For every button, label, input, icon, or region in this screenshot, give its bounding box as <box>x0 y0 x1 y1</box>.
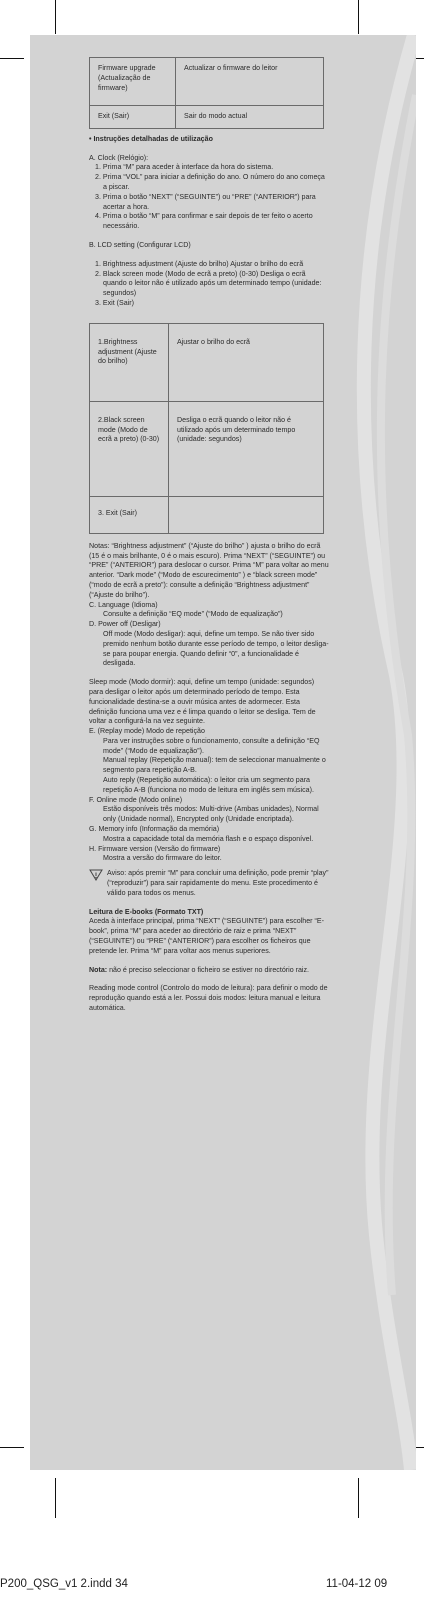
table-row <box>90 401 324 496</box>
reading-paragraph: Reading mode control (Controlo do modo de leitura): para definir o modo de reprodução quando está a ler. Possui dois modos: leitura manual e leitura automática. <box>89 984 328 1013</box>
section-heading: • Instruções detalhadas de utilização <box>89 134 213 143</box>
crop-mark <box>358 1478 359 1518</box>
list-item: 3. Prima o botão “NEXT” (“SEGUINTE”) ou “PRE” (“ANTERIOR”) para acertar a hora. <box>95 192 316 211</box>
crop-mark <box>0 58 24 59</box>
replay-text: Manual replay (Repetição manual): tem de seleccionar manualmente o segmento para repetição A-B. <box>103 756 326 775</box>
warning-icon <box>89 869 103 881</box>
power-text: Off mode (Modo desligar): aqui, define um tempo. Se não tiver sido premido nenhum botão durante esse período de tempo, o leitor desliga-se para poupar energia. Quando definir “0”, a funcionalidade é desligada. <box>103 629 329 668</box>
table-row <box>90 106 324 129</box>
memory-text: Mostra a capacidade total da memória flash e o espaço disponível. <box>103 834 314 843</box>
list-item: 2. Black screen mode (Modo de ecrã a preto) (0-30) Desliga o ecrã quando o leitor não é utilizado após um determinado tempo (unidade: segundos) <box>95 269 322 298</box>
table-cell: Desliga o ecrã quando o leitor não é utilizado após um determinado tempo (unidade: segundos) <box>169 401 324 496</box>
menu-table-2 <box>89 323 324 534</box>
replay-heading: E. (Replay mode) Modo de repetição <box>89 727 205 736</box>
document-content <box>60 57 330 1014</box>
notes-paragraph: Notas: “Brightness adjustment” (“Ajuste do brilho” ) ajusta o brilho do ecrã (15 é o mais brilhante, 0 é o mais escuro). Prima “NEXT” (“SEGUINTE”) ou “PRE” (“ANTERIOR”) para deslocar o cursor. Prima “M” para voltar ao menu anterior. “Dark mode” (“Modo de escurecimento” ) e “black screen mode” (“modo de ecrã a preto”): consulte a definição “Brightness adjustment” (“Ajuste do brilho”). <box>89 541 329 599</box>
table-cell: Exit (Sair) <box>90 106 176 129</box>
table-row <box>90 496 324 533</box>
power-heading: D. Power off (Desligar) <box>89 620 161 629</box>
decorative-swirl <box>336 35 416 1470</box>
menu-table-1 <box>89 57 324 129</box>
sleep-paragraph: Sleep mode (Modo dormir): aqui, define um tempo (unidade: segundos) para desligar o leitor após um determinado período de tempo. Esta funcionalidade destina-se a ouvir música antes de adormecer. Esta definição funciona uma vez e é limpa quando o leitor se desliga. Tem de voltar a configurá-la na vez seguinte. <box>89 678 316 726</box>
table-cell: Actualizar o firmware do leitor <box>176 58 324 106</box>
replay-text: Auto reply (Repetição automática): o leitor cria um segmento para repetição A-B (funciona no modo de leitura em inglês sem música). <box>103 776 314 794</box>
table-row <box>90 58 324 106</box>
lcd-heading: B. LCD setting (Configurar LCD) <box>89 240 191 249</box>
clock-heading: A. Clock (Relógio): <box>89 153 149 162</box>
crop-mark <box>358 0 359 34</box>
language-text: Consulte a definição “EQ mode” (“Modo de equalização”) <box>103 610 283 619</box>
table-cell: Firmware upgrade (Actualização de firmware) <box>90 58 176 106</box>
nota-label: Nota: <box>89 965 108 974</box>
table-cell: 2.Black screen mode (Modo de ecrã a preto) (0-30) <box>90 401 169 496</box>
crop-mark <box>55 0 56 34</box>
firmware-heading: H. Firmware version (Versão do firmware) <box>89 844 221 853</box>
online-text: Estão disponíveis três modos: Multi-drive (Ambas unidades), Normal only (Unidade normal), Encrypted only (Unidade encriptada). <box>103 805 319 824</box>
table-cell: 1.Brightness adjustment (Ajuste do brilho) <box>90 323 169 401</box>
list-item: 3. Exit (Sair) <box>95 298 135 307</box>
list-item: 1. Brightness adjustment (Ajuste do brilho) Ajustar o brilho do ecrã <box>95 259 304 268</box>
ebook-heading: Leitura de E-books (Formato TXT) <box>89 907 204 916</box>
list-item: 2. Prima “VOL” para iniciar a definição do ano. O número do ano começa a piscar. <box>95 173 325 191</box>
table-row <box>90 323 324 401</box>
table-cell: Ajustar o brilho do ecrã <box>169 323 324 401</box>
footer-filename: P200_QSG_v1 2.indd 34 <box>0 1578 128 1590</box>
table-cell: Sair do modo actual <box>176 106 324 129</box>
memory-heading: G. Memory info (Informação da memória) <box>89 825 220 834</box>
table-cell: 3. Exit (Sair) <box>90 496 169 533</box>
warning-text: Aviso: após premir “M” para concluir uma definição, pode premir “play” (“reproduzir”) para sair rapidamente do menu. Este procedimento é válido para todos os menus. <box>107 869 329 897</box>
crop-mark <box>0 1447 24 1448</box>
firmware-text: Mostra a versão do firmware do leitor. <box>103 854 222 863</box>
replay-text: Para ver instruções sobre o funcionamento, consulte a definição “EQ mode” (“Modo de equalização”). <box>103 736 320 755</box>
crop-mark <box>55 1478 56 1518</box>
list-item: 4. Prima o botão “M” para confirmar e sair depois de ter feito o acerto necessário. <box>95 212 313 231</box>
language-heading: C. Language (Idioma) <box>89 600 158 609</box>
nota-paragraph <box>89 966 329 976</box>
list-item: 1. Prima “M” para aceder à interface da hora do sistema. <box>95 163 274 172</box>
warning-note <box>89 869 329 898</box>
online-heading: F. Online mode (Modo online) <box>89 795 183 804</box>
nota-text: não é preciso seleccionar o ficheiro se estiver no directório raiz. <box>107 965 310 974</box>
ebook-text: Aceda à interface principal, prima “NEXT” (“SEGUINTE”) para escolher “E-book”, prima “M” para aceder ao directório de raiz e prima “NEXT” (“SEGUINTE”) ou “PRE” (“ANTERIOR”) para escolher os ficheiros que pretende ler. Prima “M” para voltar aos menus superiores. <box>89 917 324 955</box>
footer-timestamp: 11-04-12 09 <box>326 1578 388 1590</box>
table-cell <box>169 496 324 533</box>
